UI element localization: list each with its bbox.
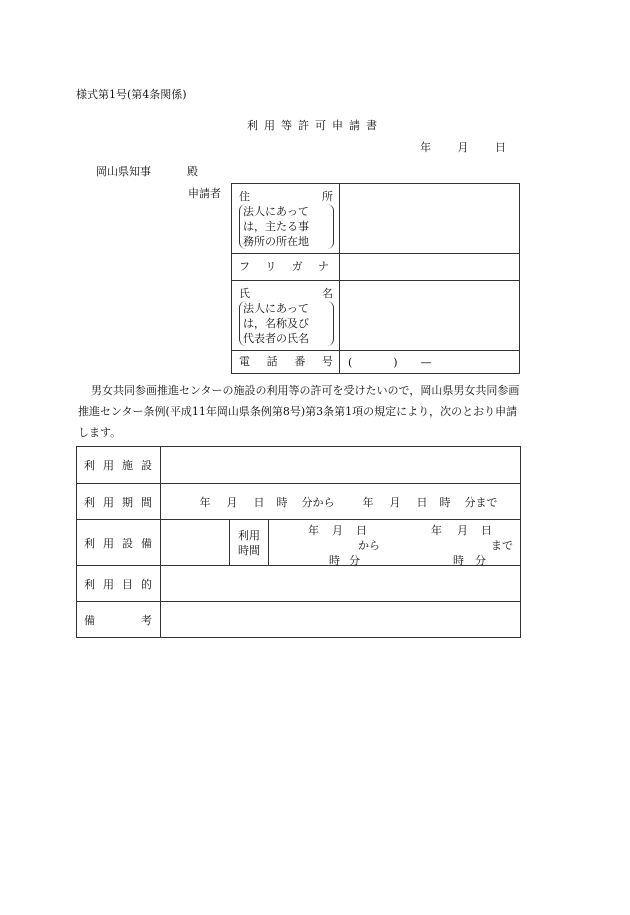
- period-until: 分まで: [464, 495, 498, 509]
- remarks-label-char: 考: [141, 613, 152, 627]
- addressee-name: 岡山県知事: [96, 165, 151, 178]
- name-note: [239, 301, 334, 346]
- time-from-hour: 時: [329, 554, 340, 567]
- period-day-end: 日: [416, 495, 428, 509]
- usage-table: [76, 446, 521, 638]
- purpose-label-char: 利: [84, 577, 95, 591]
- period-hour-end: 時: [439, 495, 451, 509]
- period-label-cell: [77, 484, 161, 520]
- address-note-line: は，主たる事: [243, 220, 309, 233]
- name-note-line: は，名称及び: [243, 317, 309, 330]
- facility-row: [77, 447, 521, 484]
- date-month: 月: [457, 141, 469, 154]
- time-from-minute: 分: [349, 554, 360, 567]
- phone-open-paren: (: [348, 355, 353, 369]
- remarks-label-cell: [77, 602, 161, 638]
- facility-label-char: 設: [141, 459, 152, 472]
- purpose-label-char: 的: [141, 577, 152, 591]
- furigana-row: [232, 254, 520, 281]
- phone-dash: —: [420, 355, 432, 369]
- phone-char: 号: [321, 355, 333, 368]
- address-field[interactable]: [340, 184, 520, 254]
- name-label-right: 名: [322, 287, 333, 300]
- time-from-kara: から: [358, 539, 380, 552]
- application-statement: 男女共同参画推進センターの施設の利用等の許可を受けたいので，岡山県男女共同参画推進センター条例(平成11年岡山県条例第8号)第3条第1項の規定により，次のとおり申請します。: [78, 384, 520, 439]
- period-label-char: 期: [122, 495, 133, 509]
- time-to-minute: 分: [475, 554, 486, 567]
- remarks-row: [77, 602, 521, 638]
- purpose-label-char: 目: [122, 577, 133, 591]
- period-month-end: 月: [389, 495, 401, 509]
- equipment-label-char: 利: [84, 536, 95, 550]
- purpose-field[interactable]: [161, 566, 521, 602]
- facility-label-cell: [77, 447, 161, 484]
- facility-label-char: 用: [103, 459, 114, 472]
- phone-label-cell: [232, 351, 340, 374]
- time-from-month: 月: [332, 524, 343, 537]
- equipment-label-cell: [77, 520, 161, 566]
- name-field[interactable]: [340, 281, 520, 351]
- address-label-cell: [232, 184, 340, 254]
- name-label-cell: [232, 281, 340, 351]
- name-label-left: 氏: [239, 287, 250, 300]
- period-year-end: 年: [362, 495, 374, 509]
- equipment-field[interactable]: [161, 520, 230, 566]
- furigana-char: フ: [239, 260, 250, 273]
- document-title: 利用等許可申請書: [247, 119, 383, 132]
- purpose-label-char: 用: [103, 577, 114, 591]
- period-day: 日: [253, 495, 265, 509]
- use-time-label-cell: [230, 520, 269, 566]
- phone-field[interactable]: [340, 351, 520, 374]
- address-label-left: 住: [239, 190, 250, 203]
- facility-label-char: 利: [84, 459, 95, 472]
- remarks-label-char: 備: [84, 613, 95, 627]
- furigana-char: リ: [265, 260, 277, 273]
- time-from-day: 日: [356, 524, 367, 537]
- period-label-char: 間: [141, 495, 152, 509]
- equipment-label-char: 用: [103, 536, 114, 550]
- equipment-label-char: 備: [141, 536, 152, 550]
- equipment-row: [77, 520, 521, 566]
- address-note-line: 法人にあって: [243, 205, 309, 218]
- time-from-year: 年: [308, 524, 319, 537]
- period-label-char: 利: [84, 495, 95, 509]
- purpose-row: [77, 566, 521, 602]
- furigana-char: ナ: [317, 260, 329, 273]
- time-to-month: 月: [457, 524, 468, 537]
- remarks-field[interactable]: [161, 602, 521, 638]
- date-day: 日: [495, 141, 506, 154]
- honorific: 殿: [187, 165, 198, 178]
- phone-row: [232, 351, 520, 374]
- period-hour: 時: [276, 495, 288, 509]
- facility-label-char: 施: [122, 459, 133, 472]
- furigana-field[interactable]: [340, 254, 520, 281]
- period-row: [77, 484, 521, 520]
- facility-field[interactable]: [161, 447, 521, 484]
- time-to-day: 日: [481, 524, 492, 537]
- use-time-field[interactable]: [269, 520, 521, 566]
- period-month: 月: [226, 495, 238, 509]
- period-from: 分から: [301, 495, 335, 509]
- purpose-label-cell: [77, 566, 161, 602]
- applicant-table: [231, 183, 520, 374]
- period-year: 年: [199, 495, 211, 509]
- address-row: [232, 184, 520, 254]
- furigana-label-cell: [232, 254, 340, 281]
- use-time-label-line: 時間: [238, 543, 260, 557]
- time-to-made: まで: [491, 539, 513, 552]
- addressee: [96, 163, 198, 179]
- period-label-char: 用: [103, 495, 114, 509]
- address-note: [239, 204, 334, 249]
- name-note-line: 法人にあって: [243, 302, 309, 315]
- phone-char: 話: [266, 355, 278, 368]
- address-note-line: 務所の所在地: [243, 235, 309, 248]
- equipment-label-char: 設: [122, 536, 133, 550]
- phone-close-paren: ): [393, 355, 398, 369]
- address-label-right: 所: [322, 190, 333, 203]
- phone-char: 電: [239, 355, 250, 368]
- name-row: [232, 281, 520, 351]
- name-note-line: 代表者の氏名: [243, 332, 309, 345]
- applicant-label: 申請者: [188, 187, 221, 200]
- time-to-year: 年: [431, 524, 442, 537]
- furigana-char: ガ: [291, 260, 303, 273]
- use-time-label-line: 利用: [238, 528, 260, 542]
- date-year: 年: [420, 141, 431, 154]
- date-line: [420, 139, 506, 155]
- period-field[interactable]: [161, 484, 521, 520]
- phone-char: 番: [294, 355, 306, 368]
- form-number: 様式第1号(第4条関係): [76, 88, 187, 101]
- time-to-hour: 時: [453, 554, 464, 567]
